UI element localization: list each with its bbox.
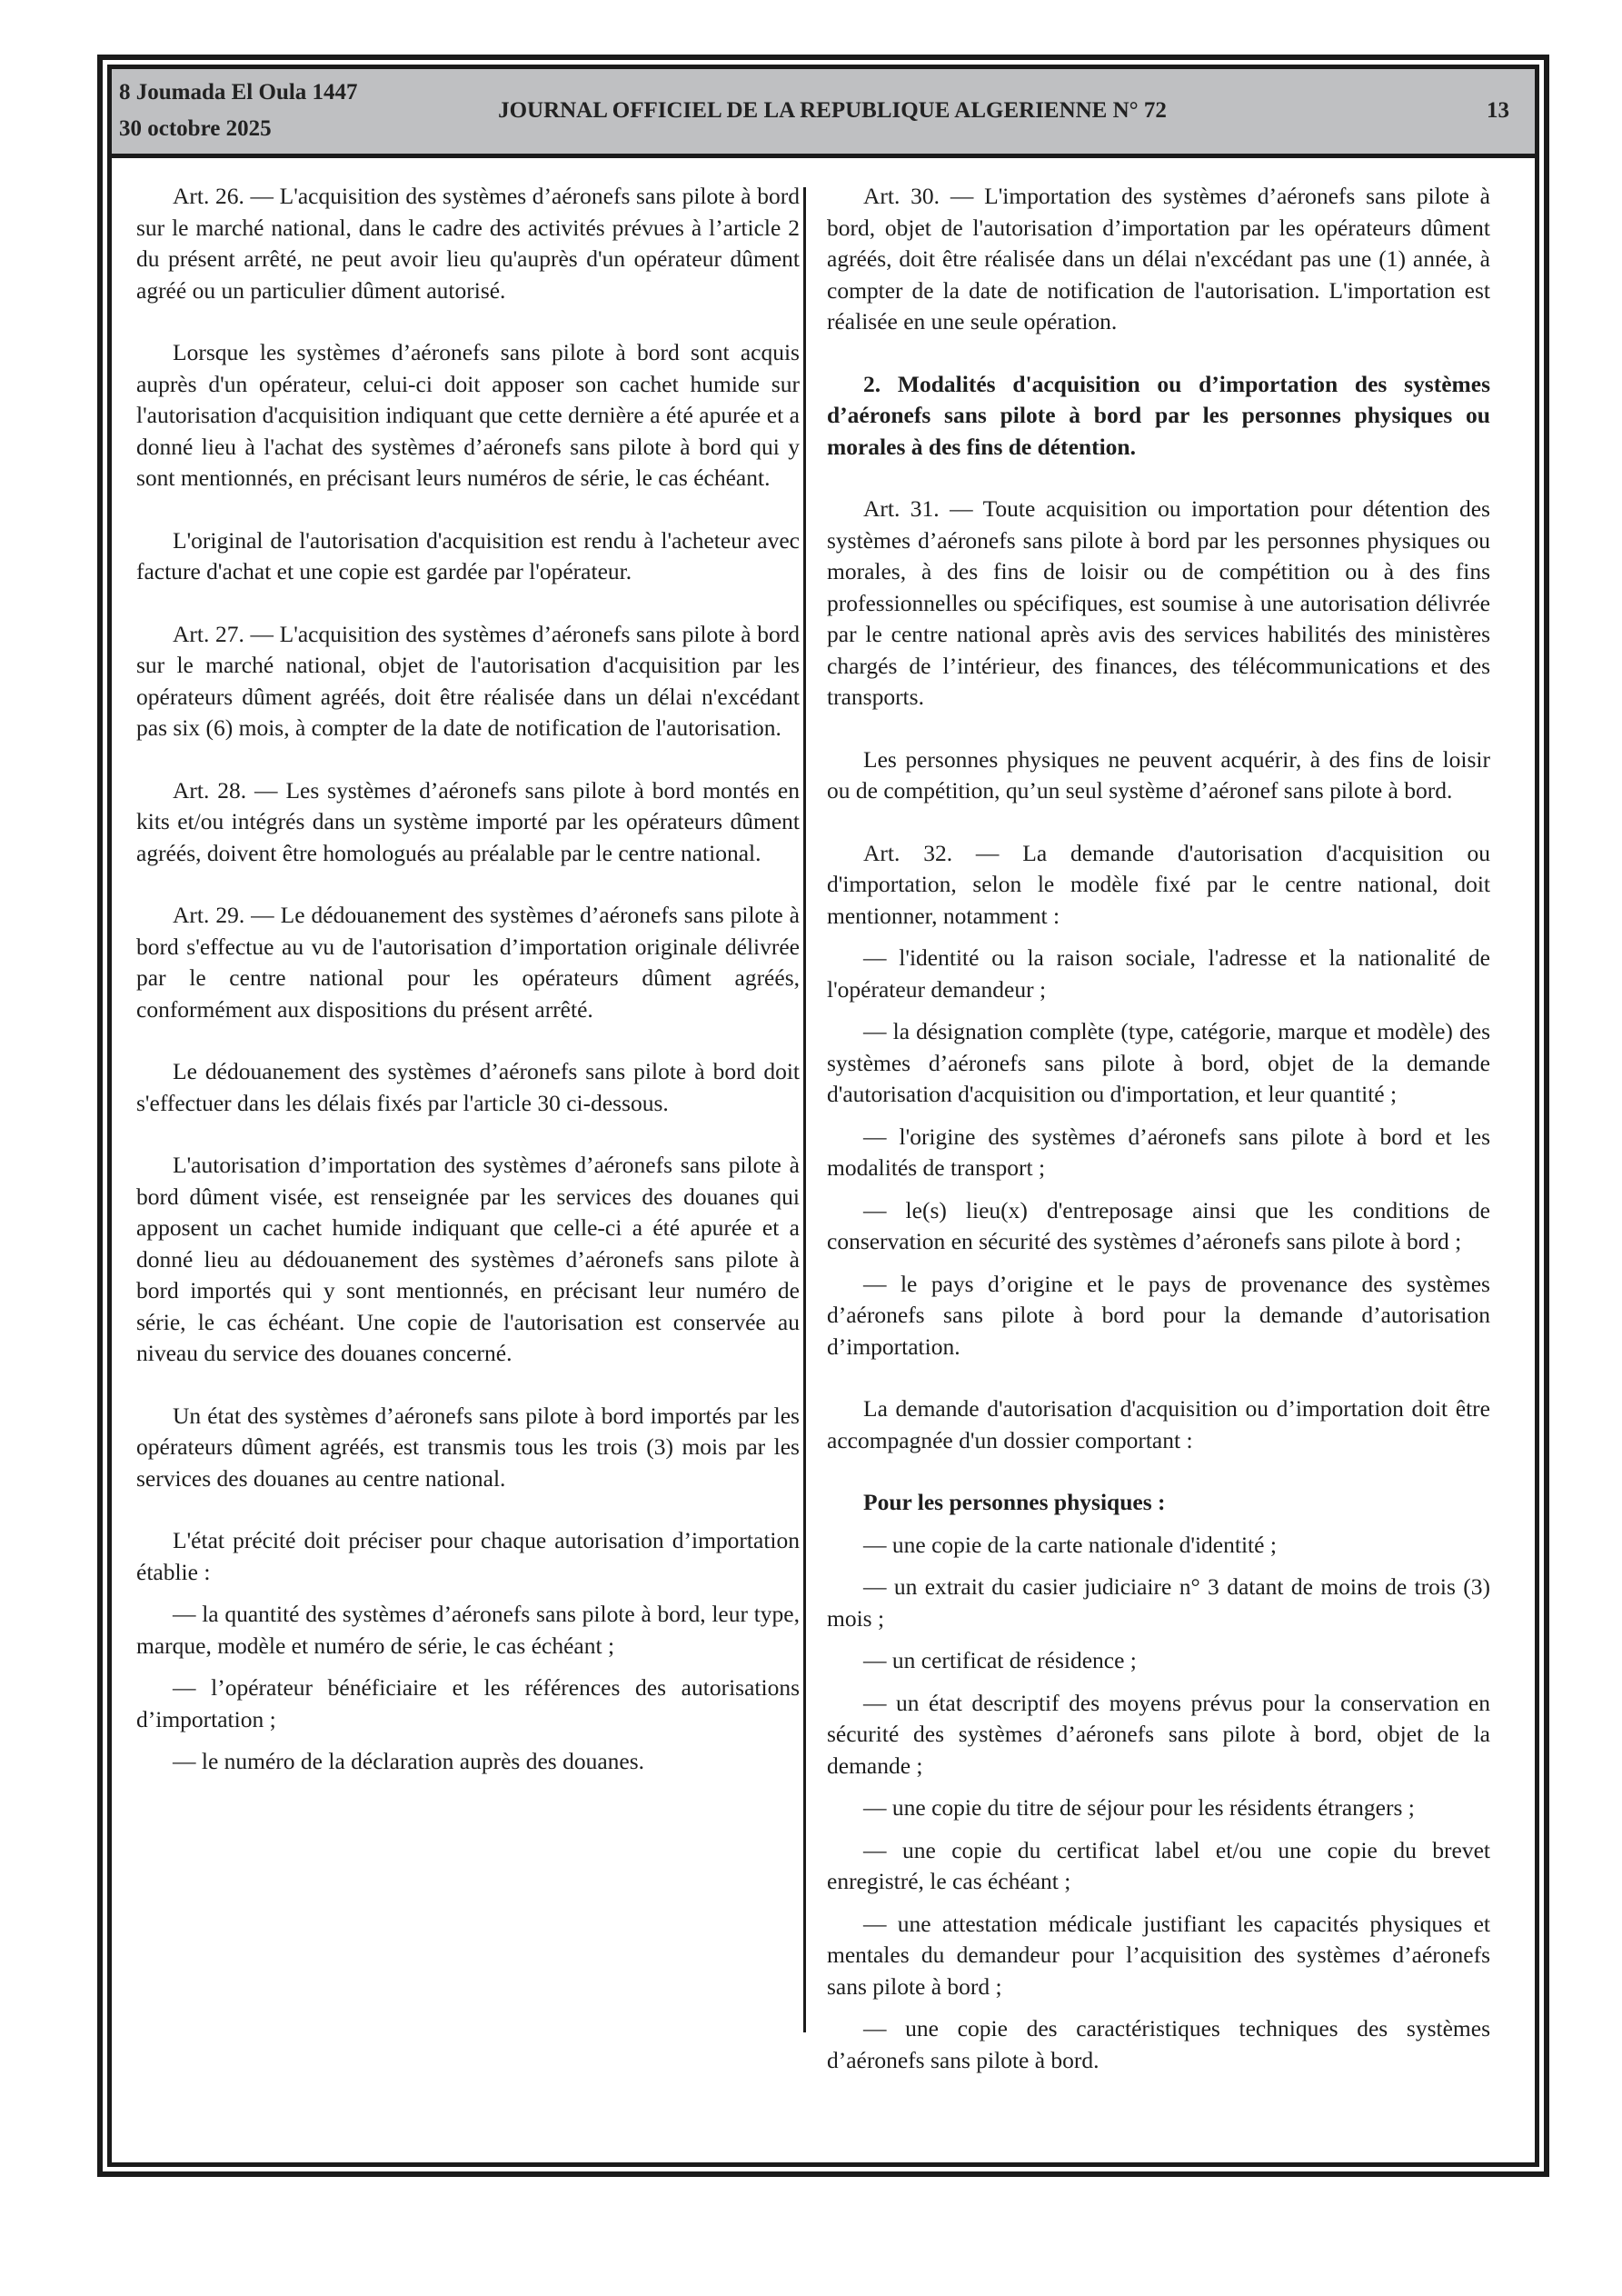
paragraph: Lorsque les systèmes d’aéronefs sans pilote à bord sont acquis auprès d'un opérateur, celui-ci doit apposer son cachet humide sur l'autorisation d'acquisition indiquant que cette dernière a été apurée et a donné lieu à l'achat des systèmes d’aéronefs sans pilote à bord qui y sont mentionnés, en précisant leurs numéros de série, le cas échéant. bbox=[136, 339, 800, 491]
section-heading: Pour les personnes physiques : bbox=[863, 1489, 1166, 1515]
section-heading: 2. Modalités d'acquisition ou d’importation des systèmes d’aéronefs sans pilote à bord par les personnes physiques ou morales à des fins de détention. bbox=[827, 370, 1490, 460]
paragraph: — une copie du titre de séjour pour les résidents étrangers ; bbox=[863, 1794, 1415, 1821]
journal-title: JOURNAL OFFICIEL DE LA REPUBLIQUE ALGERIENNE N° 72 bbox=[498, 98, 1167, 123]
paragraph: — l'origine des systèmes d’aéronefs sans pilote à bord et les modalités de transport ; bbox=[827, 1123, 1490, 1181]
paragraph: — un certificat de résidence ; bbox=[863, 1647, 1137, 1673]
paragraph: — un état descriptif des moyens prévus pour la conservation en sécurité des systèmes d’aéronefs sans pilote à bord, objet de la demande ; bbox=[827, 1689, 1490, 1779]
inner-frame bbox=[107, 65, 1539, 2167]
paragraph: L'autorisation d’importation des systèmes d’aéronefs sans pilote à bord dûment visée, est renseignée par les services des douanes qui apposent un cachet humide indiquant que celle-ci a été apurée et a donné lieu au dédouanement des systèmes d’aéronefs sans pilote à bord importés qui y sont mentionnés, en précisant leur numéro de série, le cas échéant. Une copie de l'autorisation est conservée au niveau du service des douanes concerné. bbox=[136, 1152, 800, 1366]
column-divider bbox=[803, 187, 806, 2032]
paragraph: — le(s) lieu(x) d'entreposage ainsi que les conditions de conservation en sécurité des systèmes d’aéronefs sans pilote à bord ; bbox=[827, 1196, 1490, 1254]
paragraph: Art. 32. — La demande d'autorisation d'acquisition ou d'importation, selon le modèle fixé par le centre national, doit mentionner, notamment : bbox=[827, 839, 1490, 929]
paragraph: Art. 26. — L'acquisition des systèmes d’aéronefs sans pilote à bord sur le marché national, dans le cadre des activités prévues à l’article 2 du présent arrêté, ne peut avoir lieu qu'auprès d'un opérateur dûment agréé ou un particulier dûment autorisé. bbox=[136, 183, 800, 304]
paragraph: — une copie des caractéristiques techniques des systèmes d’aéronefs sans pilote à bord. bbox=[827, 2015, 1490, 2073]
body-columns bbox=[112, 158, 1535, 2162]
paragraph: — une copie de la carte nationale d'identité ; bbox=[863, 1531, 1277, 1558]
page-number: 13 bbox=[1487, 98, 1509, 123]
paragraph: — le numéro de la déclaration auprès des douanes. bbox=[173, 1748, 645, 1774]
page-frame bbox=[97, 55, 1549, 2177]
paragraph: Le dédouanement des systèmes d’aéronefs sans pilote à bord doit s'effectuer dans les délais fixés par l'article 30 ci-dessous. bbox=[136, 1058, 800, 1116]
paragraph: — l'identité ou la raison sociale, l'adresse et la nationalité de l'opérateur demandeur ; bbox=[827, 944, 1490, 1003]
paragraph: La demande d'autorisation d'acquisition ou d’importation doit être accompagnée d'un dossier comportant : bbox=[827, 1395, 1490, 1453]
paragraph: L'état précité doit préciser pour chaque autorisation d’importation établie : bbox=[136, 1527, 800, 1585]
paragraph: — l’opérateur bénéficiaire et les références des autorisations d’importation ; bbox=[136, 1674, 800, 1732]
paragraph: Art. 27. — L'acquisition des systèmes d’aéronefs sans pilote à bord sur le marché national, objet de l'autorisation d'acquisition par les opérateurs dûment agréés, doit être réalisée dans un délai n'excédant pas six (6) mois, à compter de la date de notification de l'autorisation. bbox=[136, 620, 800, 741]
paragraph: Les personnes physiques ne peuvent acquérir, à des fins de loisir ou de compétition, qu’un seul système d’aéronef sans pilote à bord. bbox=[827, 745, 1490, 804]
paragraph: Art. 28. — Les systèmes d’aéronefs sans pilote à bord montés en kits et/ou intégrés dans un système importé par les opérateurs dûment agréés, doivent être homologués au préalable par le centre national. bbox=[136, 776, 800, 866]
gregorian-date: 30 octobre 2025 bbox=[119, 116, 272, 141]
hijri-date: 8 Joumada El Oula 1447 bbox=[119, 80, 358, 105]
paragraph: — la quantité des systèmes d’aéronefs sans pilote à bord, leur type, marque, modèle et numéro de série, le cas échéant ; bbox=[136, 1601, 800, 1659]
paragraph: — la désignation complète (type, catégorie, marque et modèle) des systèmes d’aéronefs sans pilote à bord, objet de la demande d'autorisation d'acquisition ou d'importation, et leur quantité ; bbox=[827, 1018, 1490, 1107]
paragraph: — le pays d’origine et le pays de provenance des systèmes d’aéronefs sans pilote à bord pour la demande d’autorisation d’importation. bbox=[827, 1270, 1490, 1360]
paragraph: — un extrait du casier judiciaire n° 3 datant de moins de trois (3) mois ; bbox=[827, 1573, 1490, 1632]
paragraph: Art. 30. — L'importation des systèmes d’aéronefs sans pilote à bord, objet de l'autorisation d’importation par les opérateurs dûment agréés, doit être réalisée dans un délai n'excédant pas une (1) année, à compter de la date de notification de l'autorisation. L'importation est réalisée en une seule opération. bbox=[827, 183, 1490, 334]
paragraph: — une attestation médicale justifiant les capacités physiques et mentales du demandeur pour l’acquisition des systèmes d’aéronefs sans pilote à bord ; bbox=[827, 1910, 1490, 2000]
paragraph: Art. 29. — Le dédouanement des systèmes d’aéronefs sans pilote à bord s'effectue au vu de l'autorisation d’importation originale délivrée par le centre national pour les opérateurs dûment agréés, conformément aux dispositions du présent arrêté. bbox=[136, 902, 800, 1023]
right-column bbox=[827, 181, 1490, 2076]
paragraph: — une copie du certificat label et/ou une copie du brevet enregistré, le cas échéant ; bbox=[827, 1836, 1490, 1894]
paragraph: L'original de l'autorisation d'acquisition est rendu à l'acheteur avec facture d'achat et une copie est gardée par l'opérateur. bbox=[136, 526, 800, 584]
paragraph: Un état des systèmes d’aéronefs sans pilote à bord importés par les opérateurs dûment agréés, est transmis tous les trois (3) mois par les services des douanes au centre national. bbox=[136, 1402, 800, 1492]
paragraph: Art. 31. — Toute acquisition ou importation pour détention des systèmes d’aéronefs sans pilote à bord par les personnes physiques ou morales, à des fins de loisir ou de compétition ou à des fins professionnelles ou spécifiques, est soumise à une autorisation délivrée par le centre national après avis des services habilités des ministères chargés de l’intérieur, des finances, des télécommunications et des transports. bbox=[827, 495, 1490, 710]
left-column bbox=[136, 181, 800, 1778]
journal-header bbox=[112, 69, 1535, 158]
